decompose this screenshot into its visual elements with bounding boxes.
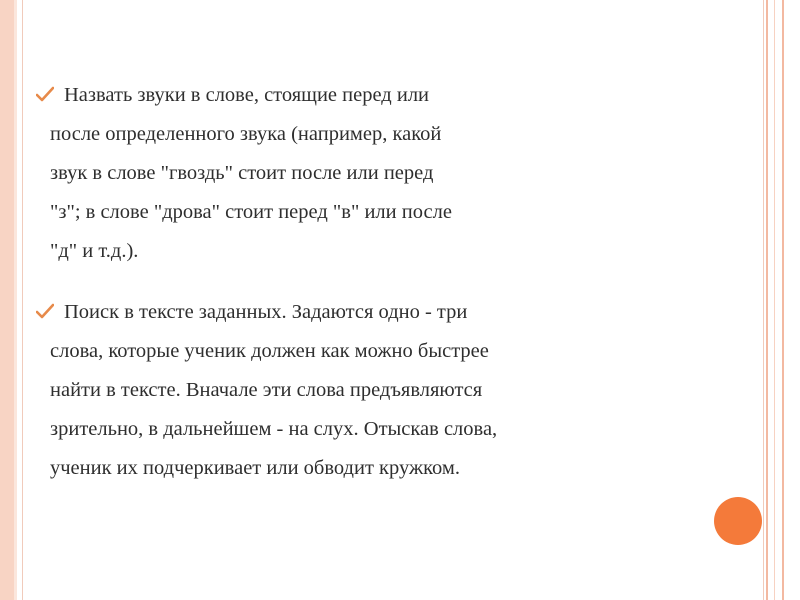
- bullet-line: после определенного звука (например, какой: [50, 123, 442, 145]
- bullet-line: "д" и т.д.).: [50, 240, 139, 262]
- left-decorative-stripe: [0, 0, 14, 600]
- right-decorative-rule: [766, 0, 768, 600]
- right-decorative-rule: [774, 0, 775, 600]
- bullet-text: Назвать звуки в слове, стоящие перед или: [64, 84, 430, 106]
- right-decorative-rule: [782, 0, 784, 600]
- check-icon: [36, 303, 54, 319]
- check-icon: [36, 86, 54, 102]
- bullet-line: зрительно, в дальнейшем - на слух. Отыскав слова,: [50, 418, 498, 440]
- decorative-circle: [714, 497, 762, 545]
- bullet-line: [36, 76, 452, 115]
- bullet-item: [36, 76, 452, 271]
- bullet-item: [36, 293, 497, 488]
- bullet-line: ученик их подчеркивает или обводит кружком.: [50, 457, 460, 479]
- bullet-line: звук в слове "гвоздь" стоит после или перед: [50, 162, 434, 184]
- bullet-line: слова, которые ученик должен как можно быстрее: [50, 340, 489, 362]
- bullet-line: найти в тексте. Вначале эти слова предъявляются: [50, 379, 483, 401]
- bullet-line: "з"; в слове "дрова" стоит перед "в" или после: [50, 201, 452, 223]
- bullet-line: [36, 293, 497, 332]
- bullet-text: Поиск в тексте заданных. Задаются одно - три: [64, 301, 468, 323]
